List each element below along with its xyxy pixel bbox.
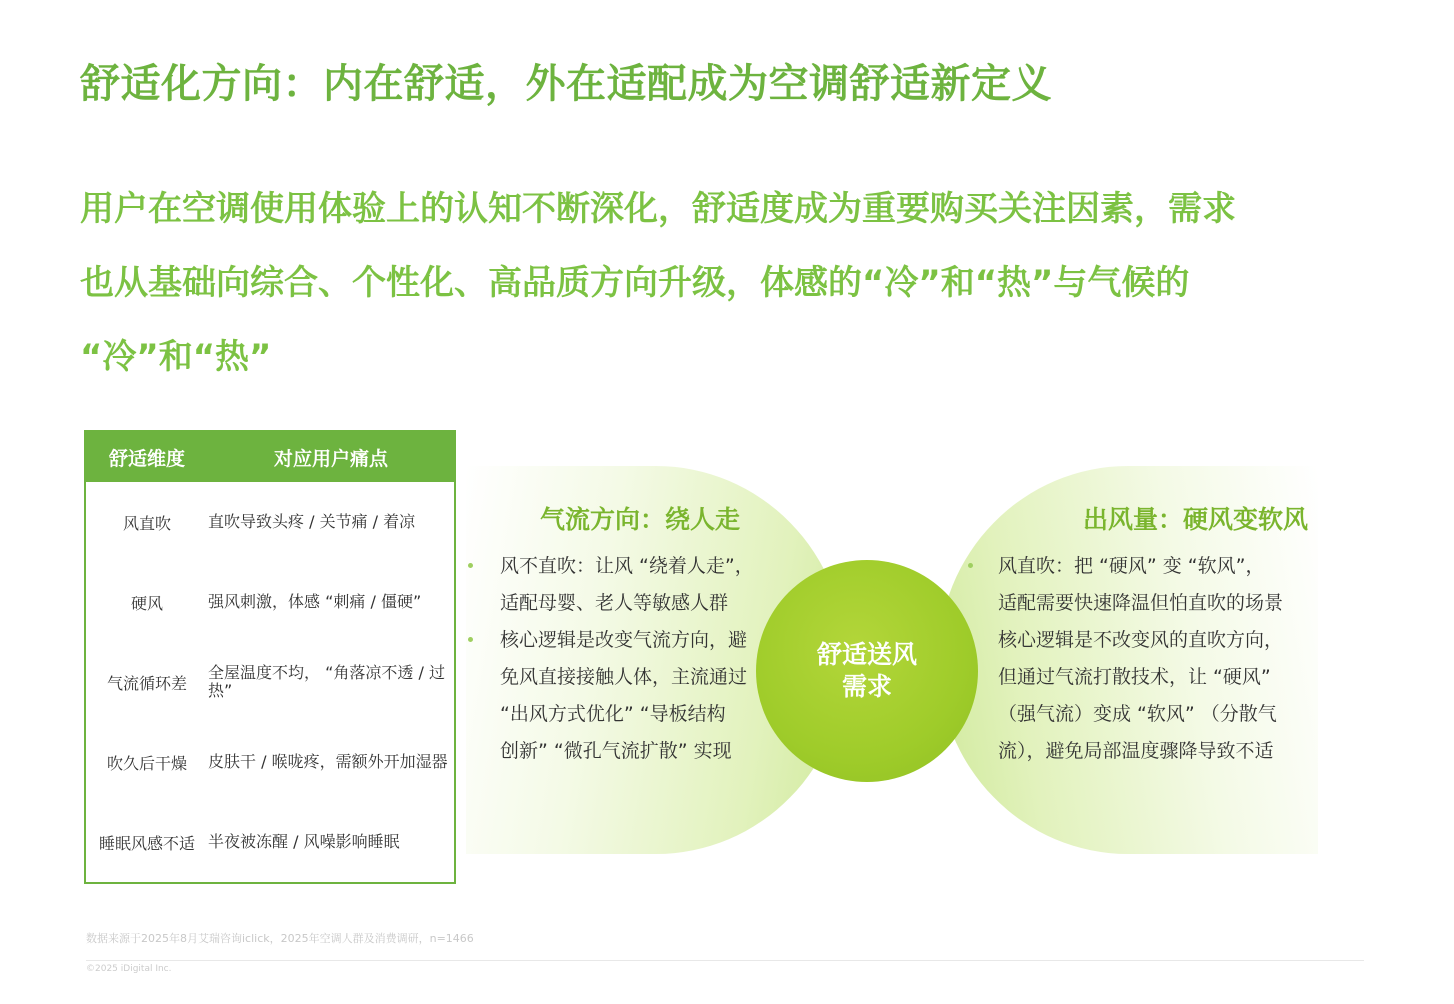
left-line: 核心逻辑是改变气流方向，避 [500,629,748,651]
page-subtitle [80,172,1380,394]
header-dimension: 舒适维度 [108,447,185,470]
table-row [86,802,454,882]
comfort-pain-table [84,430,456,884]
dimension-cell: 气流循环差 [106,673,187,693]
table-row [86,482,454,562]
right-line: （强气流）变成 “软风” （分散气 [998,703,1277,725]
left-line: “出风方式优化” “导板结构 [500,703,726,725]
header-pain-point: 对应用户痛点 [273,447,388,470]
center-circle [756,560,978,782]
data-source-note: 数据来源于2025年8月艾瑞咨询iclick，2025年空调人群及消费调研，n=1466 [86,932,474,945]
dimension-cell: 风直吹 [122,513,171,533]
bullet-dot [468,563,473,568]
pain-cell: 皮肤干 / 喉咙疼，需额外开加湿器 [208,752,448,771]
left-line: 适配母婴、老人等敏感人群 [500,592,729,614]
subtitle-line-1: 用户在空调使用体验上的认知不断深化，舒适度成为重要购买关注因素，需求 [80,189,1236,229]
center-label-line-2: 需求 [841,672,892,701]
bullet-dot [968,563,973,568]
dimension-cell: 睡眠风感不适 [98,833,195,853]
airflow-diagram [466,462,1318,858]
right-line: 流），避免局部温度骤降导致不适 [998,740,1274,762]
right-heading: 出风量：硬风变软风 [1082,505,1308,534]
left-line: 免风直接接触人体，主流通过 [500,666,748,688]
pain-cell: 半夜被冻醒 / 风噪影响睡眠 [208,832,400,851]
right-line: 核心逻辑是不改变风的直吹方向， [998,629,1284,651]
subtitle-line-2: 也从基础向综合、个性化、高品质方向升级，体感的“冷”和“热”与气候的 [80,263,1190,303]
right-line: 但通过气流打散技术，让 “硬风” [998,666,1271,688]
left-line: 风不直吹：让风 “绕着人走”， [500,555,754,577]
table-header [86,432,454,482]
table-row [86,642,454,722]
dimension-cell: 吹久后干燥 [106,753,187,773]
pain-cell: 全屋温度不均， “角落凉不透 / 过热” [208,663,445,700]
pain-cell: 强风刺激，体感 “刺痛 / 僵硬” [208,592,422,611]
table-row [86,722,454,802]
right-line: 风直吹：把 “硬风” 变 “软风”， [998,555,1265,577]
right-body-text [998,548,1318,770]
left-heading: 气流方向：绕人走 [540,505,741,534]
footer-divider [86,960,1364,961]
right-line: 适配需要快速降温但怕直吹的场景 [998,592,1284,614]
left-body-text [500,548,790,770]
copyright-text: ©2025 iDigital Inc. [86,964,172,974]
subtitle-line-3: “冷”和“热” [80,337,272,377]
bullet-dot [468,637,473,642]
table-row [86,562,454,642]
pain-cell: 直吹导致头疼 / 关节痛 / 着凉 [208,512,416,531]
center-label-line-1: 舒适送风 [816,640,917,669]
left-line: 创新” “微孔气流扩散” 实现 [500,740,732,762]
page-title: 舒适化方向：内在舒适，外在适配成为空调舒适新定义 [80,61,1052,107]
dimension-cell: 硬风 [130,593,163,613]
